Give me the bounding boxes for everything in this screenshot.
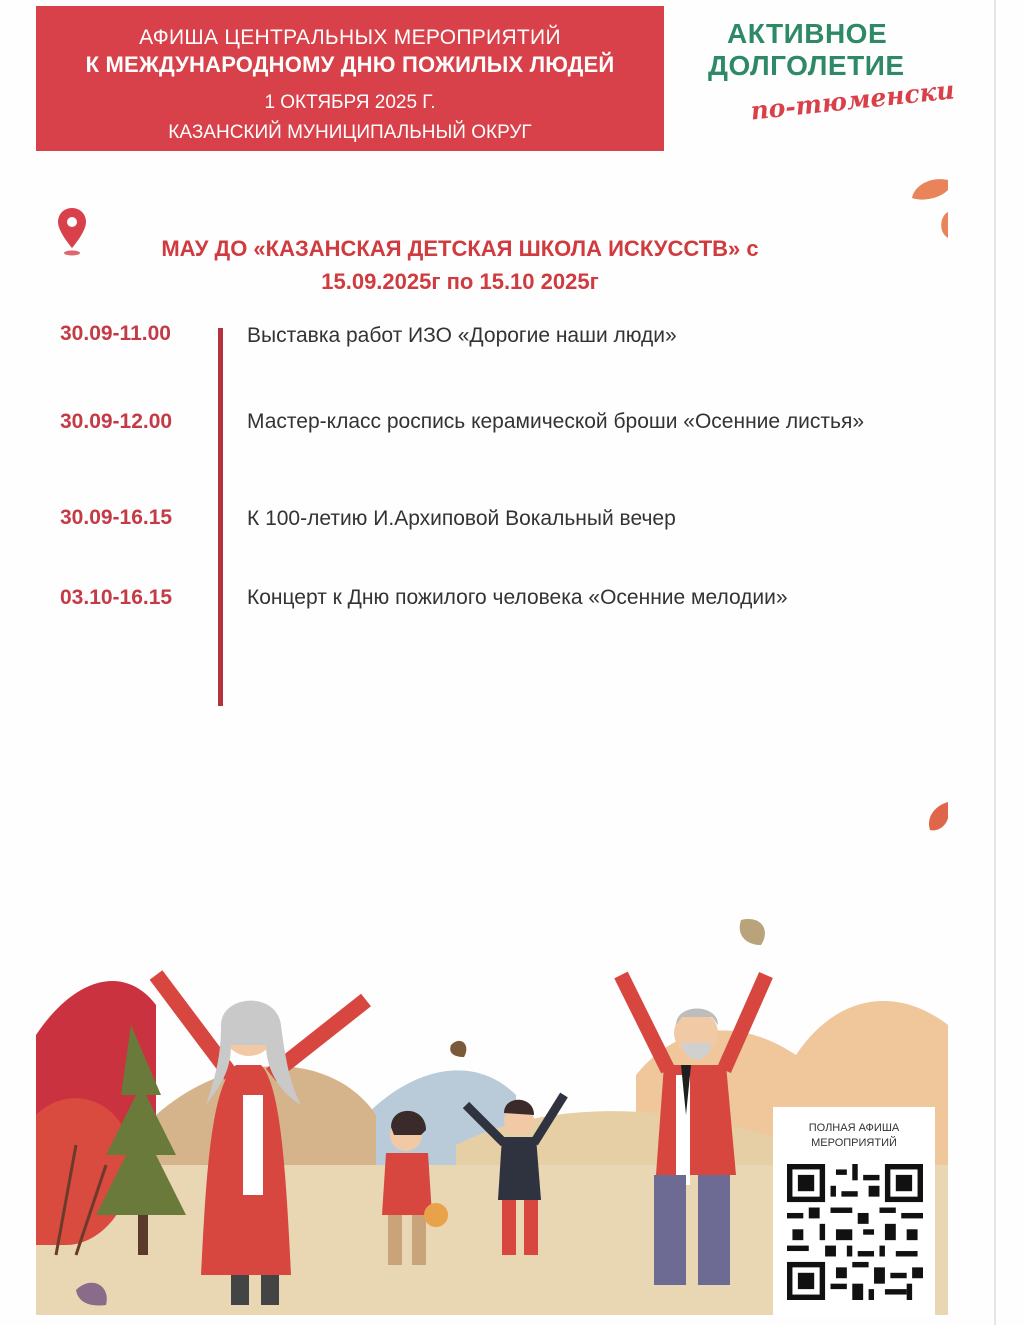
qr-code-image[interactable] bbox=[787, 1164, 923, 1300]
header-date: 1 ОКТЯБРЯ 2025 Г. bbox=[264, 92, 436, 113]
header-line-1: АФИША ЦЕНТРАЛЬНЫХ МЕРОПРИЯТИЙ bbox=[139, 26, 561, 49]
venue-title bbox=[70, 232, 850, 298]
header-banner bbox=[36, 6, 664, 151]
logo-line-1: АКТИВНОЕ bbox=[727, 18, 888, 49]
venue-line-2: 15.09.2025г по 15.10 2025г bbox=[321, 269, 599, 294]
event-text: Выставка работ ИЗО «Дорогие наши люди» bbox=[247, 324, 677, 347]
event-text: К 100-летию И.Архиповой Вокальный вечер bbox=[247, 507, 676, 530]
qr-label-line-2: МЕРОПРИЯТИЙ bbox=[811, 1137, 897, 1149]
logo-active-longevity bbox=[700, 18, 960, 128]
timeline-line bbox=[218, 328, 223, 706]
qr-code-panel bbox=[773, 1107, 935, 1317]
qr-label-line-1: ПОЛНАЯ АФИША bbox=[808, 1122, 900, 1134]
venue-line-1: МАУ ДО «КАЗАНСКАЯ ДЕТСКАЯ ШКОЛА ИСКУССТВ» с bbox=[161, 236, 759, 261]
leaf-icon bbox=[910, 176, 948, 238]
event-time: 30.09-16.15 bbox=[60, 506, 173, 529]
header-district: КАЗАНСКИЙ МУНИЦИПАЛЬНЫЙ ОКРУГ bbox=[168, 122, 532, 143]
leaf-icon bbox=[924, 800, 948, 840]
header-line-2: К МЕЖДУНАРОДНОМУ ДНЮ ПОЖИЛЫХ ЛЮДЕЙ bbox=[85, 52, 615, 77]
logo-line-2: ДОЛГОЛЕТИЕ bbox=[708, 50, 905, 81]
event-text: Концерт к Дню пожилого человека «Осенние мелодии» bbox=[247, 586, 788, 609]
event-time: 03.10-16.15 bbox=[60, 586, 173, 609]
qr-label bbox=[773, 1121, 935, 1151]
scan-edge bbox=[994, 0, 996, 1325]
event-time: 30.09-11.00 bbox=[60, 322, 171, 345]
logo-line-3: по-тюменски bbox=[749, 75, 956, 126]
event-time: 30.09-12.00 bbox=[60, 410, 173, 433]
event-text: Мастер-класс роспись керамической броши «Осенние листья» bbox=[247, 410, 865, 433]
